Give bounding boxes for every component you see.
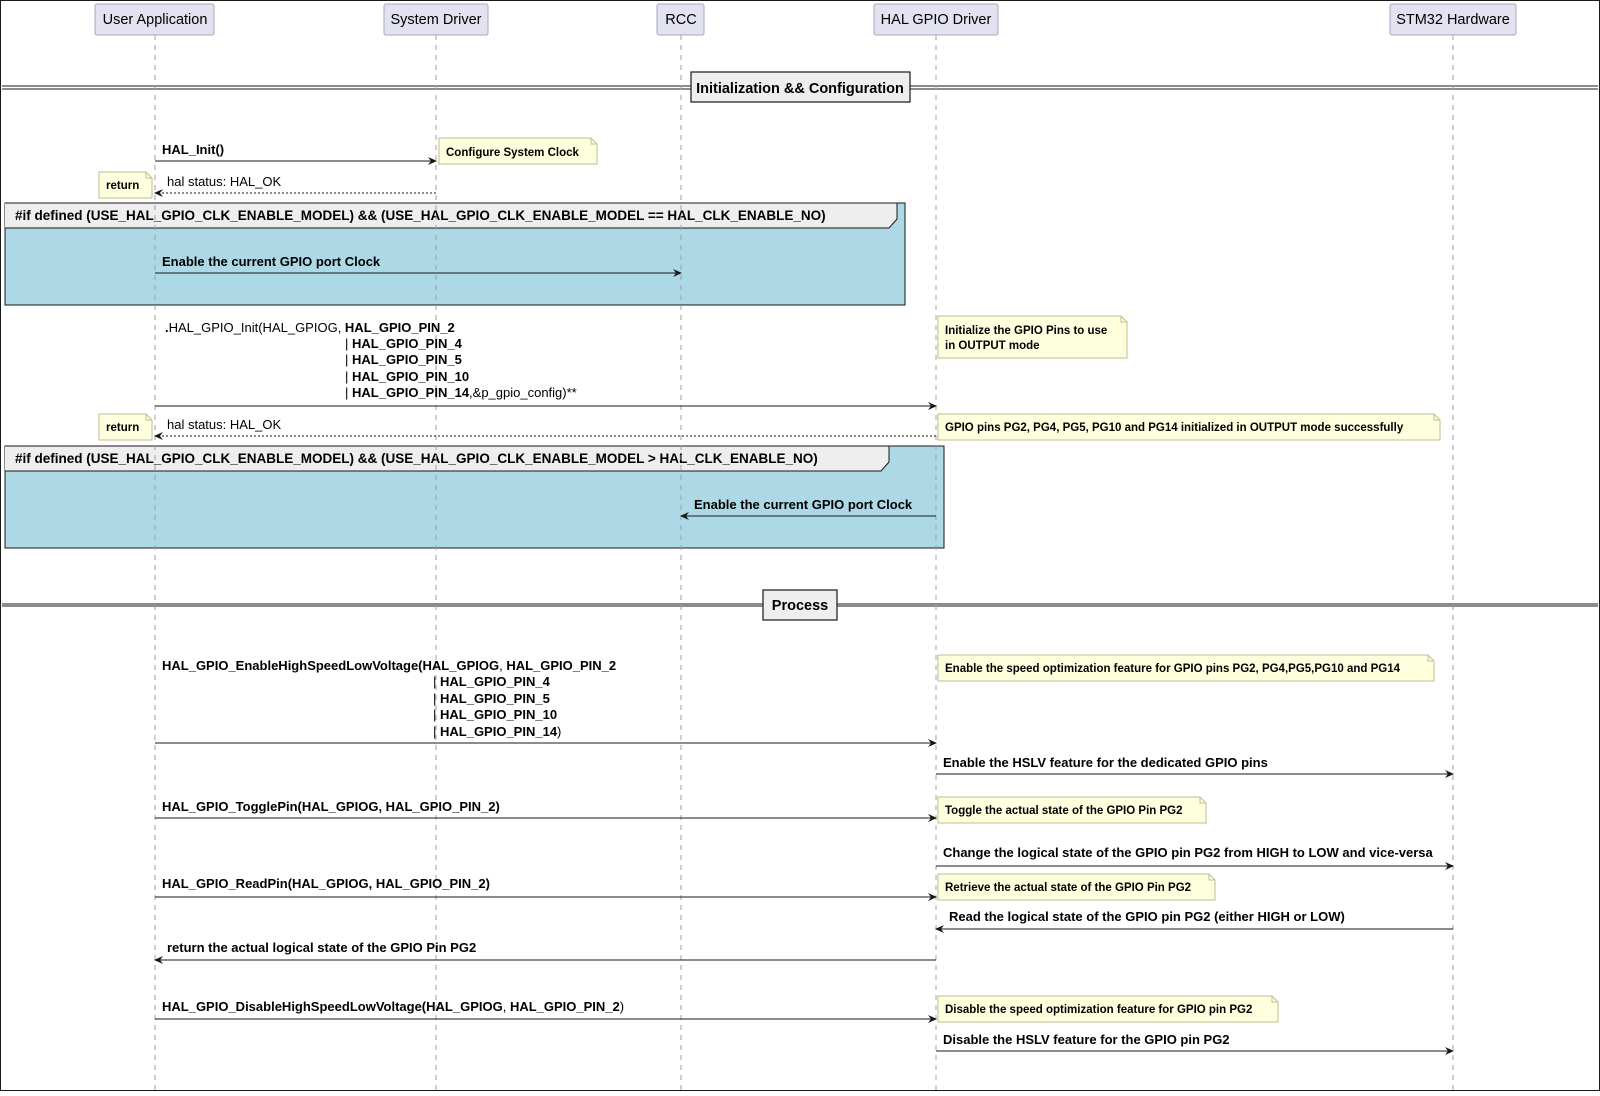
note-disable-speed (938, 996, 1278, 1022)
note-disable-speed-text: Disable the speed optimization feature for GPIO pin PG2 (945, 1004, 1253, 1016)
hslv-enable-l1-d: HAL_GPIO_PIN_2 (506, 658, 617, 673)
hslv-disable-b: HAL_GPIOG (426, 999, 503, 1014)
note-return-2 (99, 414, 152, 440)
hslv-enable-l1-a: HAL_GPIO_EnableHighSpeedLowVoltage( (162, 658, 423, 673)
group-1-label: #if defined (USE_HAL_GPIO_CLK_ENABLE_MODEL) && (USE_HAL_GPIO_CLK_ENABLE_MODEL == HAL_CLK_ENABLE_NO) (15, 208, 826, 223)
hslv-enable-l5-tail: ) (557, 724, 562, 739)
participant-user[interactable] (95, 4, 214, 35)
group-2-label: #if defined (USE_HAL_GPIO_CLK_ENABLE_MODEL) && (USE_HAL_GPIO_CLK_ENABLE_MODEL > HAL_CLK_ENABLE_NO) (15, 451, 818, 466)
gpio-init-line-5 (345, 385, 577, 400)
note-toggle-state-text: Toggle the actual state of the GPIO Pin PG2 (945, 805, 1183, 817)
hslv-enable-l5: HAL_GPIO_PIN_14 (440, 724, 558, 739)
group-fragment-1 (5, 203, 905, 305)
hslv-enable-l2: HAL_GPIO_PIN_4 (440, 674, 550, 689)
gpio-init-line-3 (345, 352, 462, 367)
message-read-hw-label: Read the logical state of the GPIO pin PG2 (either HIGH or LOW) (949, 909, 1345, 924)
gpio-init-dot: . (165, 320, 169, 335)
message-hal-init-label: HAL_Init() (162, 142, 225, 157)
note-return-2-text: return (106, 422, 140, 434)
hslv-disable-d: HAL_GPIO_PIN_2 (509, 999, 620, 1014)
note-init-pins-l2: in OUTPUT mode (945, 340, 1040, 352)
note-configure-clock (439, 138, 597, 164)
hslv-disable-e: ) (619, 999, 625, 1014)
participant-rcc-label: RCC (665, 12, 697, 28)
message-hslv-hw-enable-label: Enable the HSLV feature for the dedicated GPIO pins (943, 755, 1268, 770)
note-init-success-text: GPIO pins PG2, PG4, PG5, PG10 and PG14 initialized in OUTPUT mode successfully (945, 422, 1404, 434)
message-read-return-label: return the actual logical state of the GPIO Pin PG2 (167, 940, 477, 955)
gpio-init-line-4 (345, 369, 469, 384)
hslv-enable-bar-5: | (433, 724, 440, 739)
divider-process-label: Process (771, 598, 829, 614)
hslv-enable-bar-3: | (433, 691, 440, 706)
hslv-enable-line-3 (433, 691, 550, 706)
message-hal-status-2-label: hal status: HAL_OK (167, 417, 282, 432)
note-return-1 (99, 172, 152, 198)
gpio-init-bar-5: | (345, 385, 352, 400)
hslv-enable-line-4 (433, 707, 557, 722)
hslv-enable-bar-2: | (433, 674, 440, 689)
note-speed-opt-text: Enable the speed optimization feature for GPIO pins PG2, PG4,PG5,PG10 and PG14 (945, 663, 1401, 675)
message-toggle-pin-label: HAL_GPIO_TogglePin(HAL_GPIOG, HAL_GPIO_PIN_2) (162, 799, 500, 814)
hslv-disable-c: , (502, 999, 510, 1014)
gpio-init-l5-tail: ,&p_gpio_config)** (469, 385, 577, 400)
participant-hw[interactable] (1390, 4, 1516, 35)
hslv-enable-l4: HAL_GPIO_PIN_10 (440, 707, 558, 722)
hslv-enable-line-1 (162, 658, 616, 673)
participant-sys-label: System Driver (390, 12, 482, 28)
gpio-init-bar-2: | (345, 336, 352, 351)
message-toggle-hw-label: Change the logical state of the GPIO pin PG2 from HIGH to LOW and vice-versa (943, 845, 1433, 860)
note-init-pins (938, 316, 1127, 358)
message-hslv-hw-disable-label: Disable the HSLV feature for the GPIO pin PG2 (943, 1032, 1230, 1047)
gpio-init-bar-4: | (345, 369, 352, 384)
hslv-enable-l3: HAL_GPIO_PIN_5 (440, 691, 550, 706)
note-retrieve-state-text: Retrieve the actual state of the GPIO Pin PG2 (945, 882, 1192, 894)
hslv-disable-line (162, 999, 624, 1014)
gpio-init-l2: HAL_GPIO_PIN_4 (352, 336, 462, 351)
note-toggle-state (938, 797, 1206, 823)
message-g2-enable-clock-label: Enable the current GPIO port Clock (694, 497, 913, 512)
participant-hal-label: HAL GPIO Driver (880, 12, 992, 28)
note-speed-opt (938, 655, 1434, 681)
message-read-pin-label: HAL_GPIO_ReadPin(HAL_GPIOG, HAL_GPIO_PIN_2) (162, 876, 490, 891)
gpio-init-l1-a: HAL_GPIO_Init(HAL_GPIOG, (168, 320, 345, 335)
hslv-enable-line-2 (433, 674, 551, 689)
note-init-pins-l1: Initialize the GPIO Pins to use (945, 325, 1108, 337)
hslv-enable-l1-b: HAL_GPIOG (422, 658, 500, 673)
gpio-init-line-2 (345, 336, 463, 351)
hslv-enable-l1-c: , (499, 658, 507, 673)
gpio-init-bar-3: | (345, 352, 352, 367)
note-retrieve-state (938, 874, 1215, 900)
divider-init-label: Initialization && Configuration (696, 81, 904, 97)
hslv-disable-a: HAL_GPIO_DisableHighSpeedLowVoltage( (162, 999, 427, 1014)
hslv-enable-bar-4: | (433, 707, 440, 722)
gpio-init-l3: HAL_GPIO_PIN_5 (352, 352, 462, 367)
gpio-init-l5-b: HAL_GPIO_PIN_14 (352, 385, 470, 400)
message-g1-enable-clock-label: Enable the current GPIO port Clock (162, 254, 381, 269)
message-hal-status-1-label: hal status: HAL_OK (167, 174, 282, 189)
note-init-success (938, 414, 1440, 440)
note-return-1-text: return (106, 180, 140, 192)
participant-rcc[interactable] (657, 4, 704, 35)
participant-hw-label: STM32 Hardware (1396, 12, 1510, 28)
note-configure-clock-text: Configure System Clock (446, 147, 579, 159)
participant-hal[interactable] (874, 4, 998, 35)
participant-sys[interactable] (384, 4, 488, 35)
gpio-init-line-1 (165, 320, 455, 335)
hslv-enable-line-5 (433, 724, 561, 739)
participant-user-label: User Application (102, 12, 208, 28)
gpio-init-l4: HAL_GPIO_PIN_10 (352, 369, 470, 384)
gpio-init-l1-b: HAL_GPIO_PIN_2 (344, 320, 455, 335)
